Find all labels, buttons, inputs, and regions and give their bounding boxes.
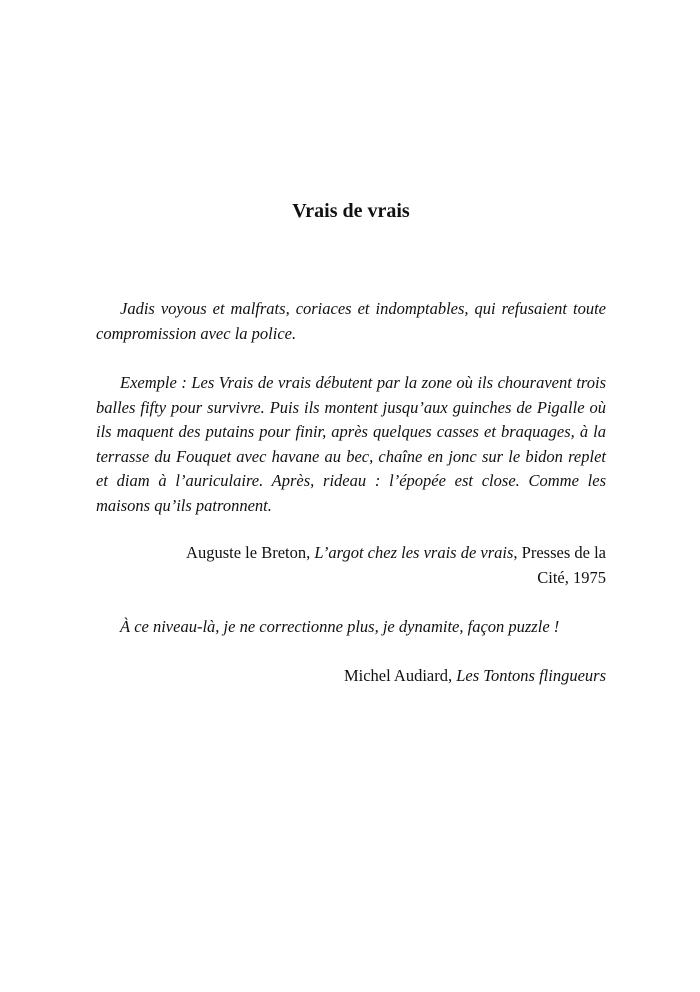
audiard-quote: À ce niveau-là, je ne correctionne plus, je dynamite, façon puzzle ! [120, 617, 560, 636]
page-title: Vrais de vrais [292, 200, 410, 222]
citation-author: Michel Audiard, [343, 666, 457, 685]
example-paragraph: Exemple : Les Vrais de vrais débutent par la zone où ils chouravent trois balles fifty pour survivre. Puis ils montent jusqu’aux guinches de Pigalle où ils maquent des putains pour finir, après quelques casses et braquages, à la terrasse du Fouquet avec havane au bec, chaîne en jonc sur le bidon replet et diam à l’auriculaire. Après, rideau : l’épopée est close. Comme les maisons qu’ils patronnent. [96, 373, 606, 515]
definition-paragraph: Jadis voyous et malfrats, coriaces et indomptables, qui refusaient toute compromission avec la police. [96, 299, 606, 343]
citation-publisher-year: Cité, 1975 [537, 567, 606, 587]
citation-work-title: Les Tontons flingueurs [456, 666, 606, 685]
citation-le-breton [96, 541, 606, 590]
citation-audiard [96, 664, 606, 689]
citation-author: Auguste le Breton, [186, 543, 315, 562]
citation-publisher: , Presses de la [513, 543, 606, 562]
citation-work-title: L’argot chez les vrais de vrais [314, 543, 514, 562]
